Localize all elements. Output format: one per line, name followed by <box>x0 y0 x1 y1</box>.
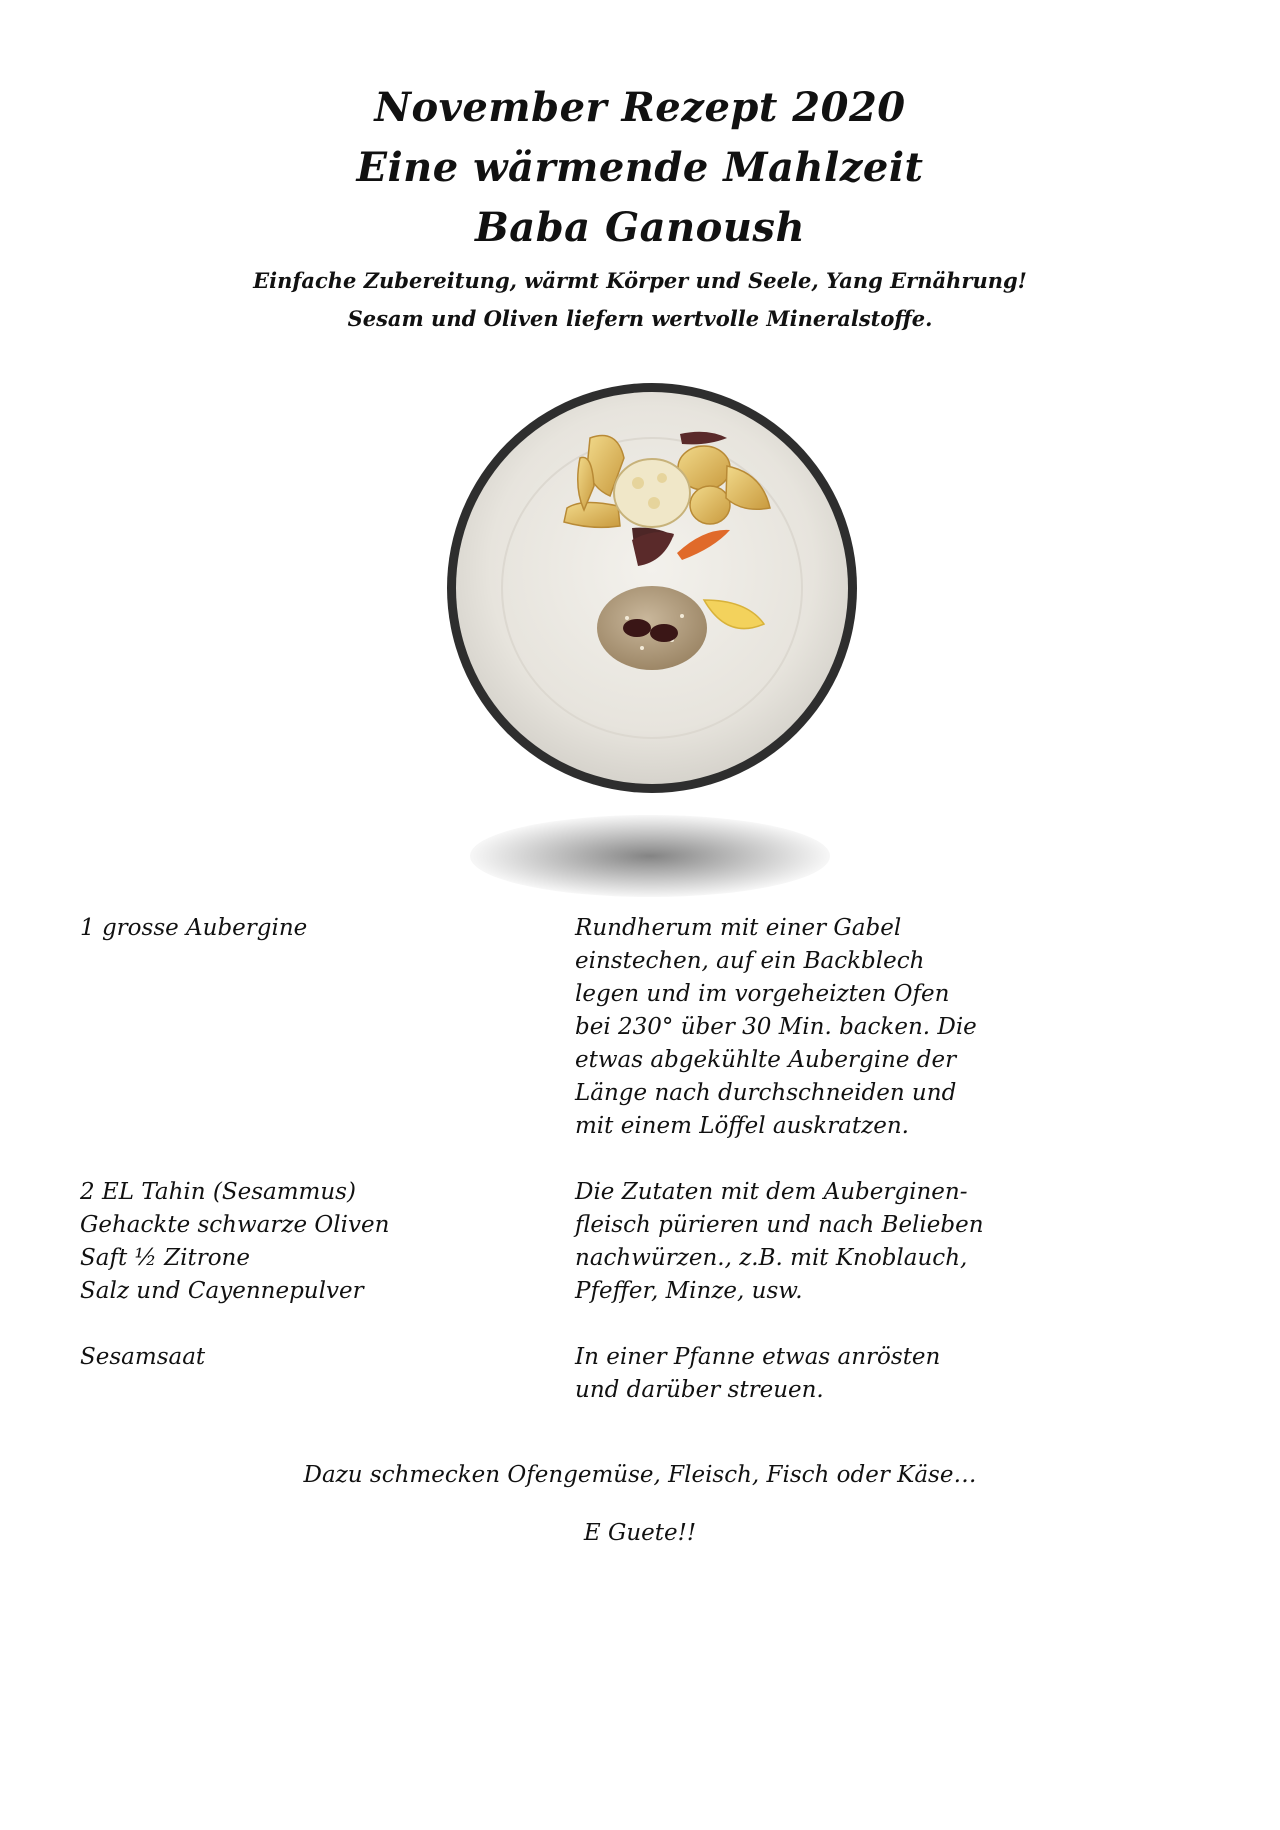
instruction-line: Rundherum mit einer Gabel <box>575 915 902 941</box>
cauliflower <box>614 459 690 527</box>
instruction-line: legen und im vorgeheizten Ofen <box>575 981 950 1007</box>
baba-ganoush <box>597 586 707 670</box>
ingredient-line: 1 grosse Aubergine <box>80 915 308 941</box>
instructions-3 <box>575 1341 1095 1407</box>
title-line-dish: Baba Ganoush <box>474 204 806 251</box>
instruction-line: etwas abgekühlte Aubergine der <box>575 1047 957 1073</box>
plate-shadow <box>470 815 830 897</box>
instruction-line: und darüber streuen. <box>575 1377 824 1403</box>
potato-wedge <box>564 502 620 527</box>
instruction-line: Länge nach durchschneiden und <box>575 1080 957 1106</box>
ingredient-line: 2 EL Tahin (Sesammus) <box>80 1179 356 1205</box>
instruction-line: Pfeffer, Minze, usw. <box>575 1278 803 1304</box>
ingredients-2 <box>80 1176 540 1308</box>
instruction-line: nachwürzen., z.B. mit Knoblauch, <box>575 1245 968 1271</box>
olive <box>650 624 678 642</box>
subtitle-line-1: Einfache Zubereitung, wärmt Körper und Seele, Yang Ernährung! <box>253 268 1027 293</box>
serving-note: Dazu schmecken Ofengemüse, Fleisch, Fisch oder Käse… <box>303 1462 977 1488</box>
olive <box>623 619 651 637</box>
recipe-subtitle <box>0 262 1280 338</box>
dish-photo <box>442 378 862 798</box>
instruction-line: mit einem Löffel auskratzen. <box>575 1113 909 1139</box>
instruction-line: In einer Pfanne etwas anrösten <box>575 1344 941 1370</box>
instruction-line: bei 230° über 30 Min. backen. Die <box>575 1014 977 1040</box>
instruction-line: einstechen, auf ein Backblech <box>575 948 925 974</box>
subtitle-line-2: Sesam und Oliven liefern wertvolle Mineralstoffe. <box>347 306 933 331</box>
instructions-2 <box>575 1176 1095 1308</box>
instruction-line: fleisch pürieren und nach Belieben <box>575 1212 984 1238</box>
closing-greeting: E Guete!! <box>583 1520 697 1546</box>
ingredient-line: Salz und Cayennepulver <box>80 1278 364 1304</box>
instruction-line: Die Zutaten mit dem Auberginen- <box>575 1179 968 1205</box>
potato-chunk <box>690 486 730 524</box>
ingredient-line: Gehackte schwarze Oliven <box>80 1212 390 1238</box>
title-line-tagline: Eine wärmende Mahlzeit <box>356 144 924 191</box>
ingredient-line: Saft ½ Zitrone <box>80 1245 250 1271</box>
recipe-title <box>0 78 1280 258</box>
title-line-month: November Rezept 2020 <box>374 84 906 131</box>
ingredient-line: Sesamsaat <box>80 1344 206 1370</box>
ingredients-1 <box>80 912 540 945</box>
instructions-1 <box>575 912 1095 1143</box>
ingredients-3 <box>80 1341 540 1374</box>
